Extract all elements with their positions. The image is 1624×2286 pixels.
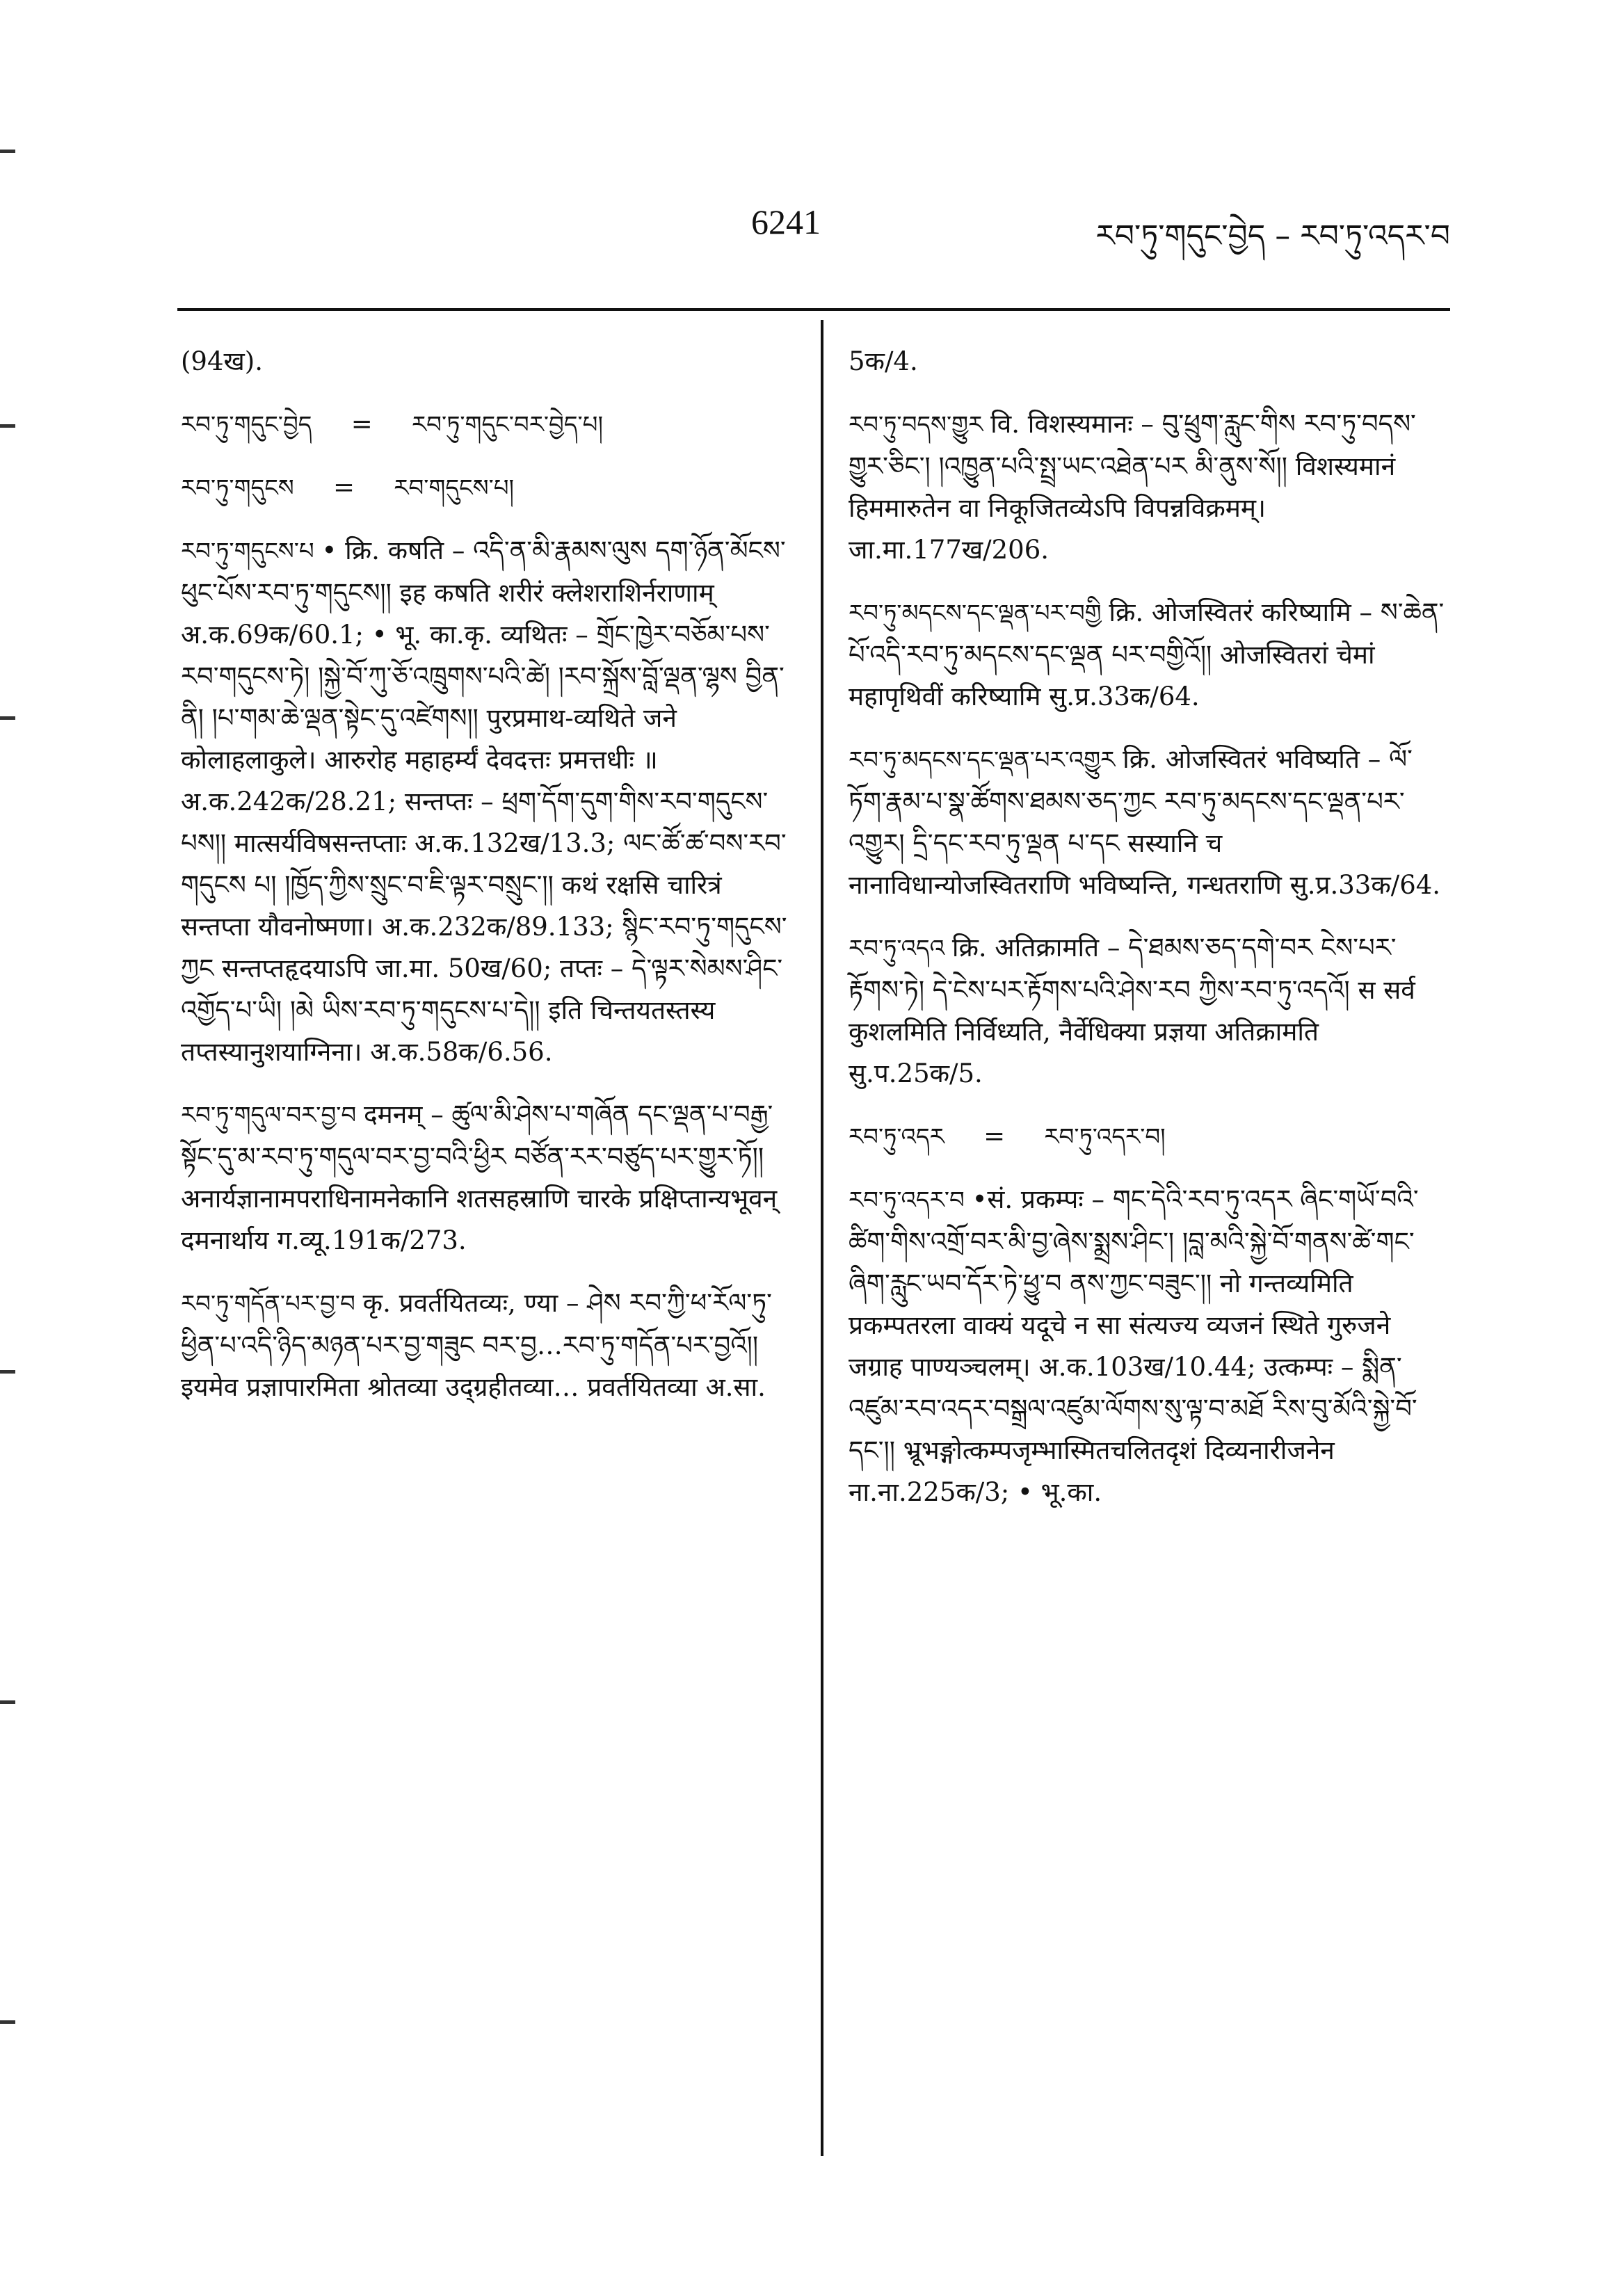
margin-mark — [0, 424, 15, 428]
entry-body: རབ་ཏུ་འདར་བ། — [1044, 1123, 1166, 1151]
entry-headword: རབ་ཏུ་གདུང་བྱེད — [181, 411, 312, 439]
dictionary-entry — [181, 467, 793, 509]
entry-headword: རབ་ཏུ་བདས་གྱུར — [849, 411, 991, 439]
entry-body: (94ख). — [181, 346, 263, 376]
dictionary-entry — [849, 1116, 1447, 1158]
entry-headword: རབ་ཏུ་མདངས་དང་ལྡན་པར་བགྱི — [849, 599, 1109, 627]
margin-mark — [0, 1700, 15, 1704]
dictionary-entry — [849, 739, 1447, 906]
dictionary-entry — [181, 1282, 793, 1408]
entry-headword: རབ་ཏུ་གདུལ་བར་བྱ་བ — [181, 1102, 364, 1129]
entry-body: दमनम् – ཚུལ་མི་ཤེས་པ་གཞོན དང་ལྡན་པ་བརྒྱ་སྟོང་དུ་མ་རབ་ཏུ་གདུལ་བར་བྱ་བའི་ཕྱིར བཙོན་རར་བཙུད་པར་གྱུར་ཏོ།། अनार्यज्ञानामपराधिनामनेकानि शतसहस्राणि चारके प्रक्षिप्तान्यभूवन् दमनार्थाय ग.व्यू.191क/273. — [181, 1100, 778, 1255]
left-column — [181, 341, 793, 1429]
entry-headword: རབ་ཏུ་འདའ — [849, 935, 952, 963]
dictionary-entry — [181, 403, 793, 446]
cross-reference-sign: = — [983, 1121, 1006, 1151]
entry-headword: རབ་ཏུ་འདར — [849, 1123, 944, 1151]
entry-headword: རབ་ཏུ་གདོན་པར་བྱ་བ — [181, 1290, 363, 1318]
header-rule — [177, 308, 1450, 311]
entry-body: 5क/4. — [849, 346, 918, 376]
cross-reference-sign: = — [333, 472, 355, 502]
entry-body: • क्रि. कषति – འདི་ན་མི་རྣམས་ལུས དག་ཉོན་མོངས་ཕུང་པོས་རབ་ཏུ་གདུངས།། इह कषति शरीरं क्लेशराशिर्नराणाम् अ.क.69क/60.1; • भू. का.कृ. व्यथितः – གྲོང་ཁྱེར་བཅོམ་པས་རབ་གདུངས་ཏེ། །སྐྱེ་བོ་ཀུ་ཅོ་འཁྲུགས་པའི་ཚེ། །རབ་སྐྲོས་བློ་ལྡན་ལྷས བྱིན་ནི། །པ་གམ་ཆེ་ལྡན་སྟེང་དུ་འཛེགས།། पुरप्रमाथ-व्यथिते जने कोलाहलाकुले। आरुरोह महाहर्म्यं देवदत्तः प्रमत्तधीः ॥ अ.क.242क/28.21; सन्तप्तः – ཕྲག་དོག་དུག་གིས་རབ་གདུངས་པས།། मात्सर्यविषसन्तप्ताः अ.क.132ख/13.3; ལང་ཚོ་ཚ་བས་རབ་གདུངས པ། །ཁྱོད་ཀྱིས་སྲུང་བ་ཇི་ལྟར་བསྲུང་།། कथं रक्षसि चारित्रं सन्तप्ता यौवनोष्मणा। अ.क.232क/89.133; སྙིང་རབ་ཏུ་གདུངས་ཀྱང सन्तप्तहृदयाऽपि जा.मा. 50ख/60; तप्तः – དེ་ལྟར་སེམས་ཤིང་འགྱོད་པ་ཡི། །མེ ཡིས་རབ་ཏུ་གདུངས་པ་དེ།། इति चिन्तयतस्तस्य तप्तस्यानुशयाग्निना। अ.क.58क/6.56. — [181, 536, 787, 1067]
entry-body: क्रि. अतिक्रामति – དེ་ཐམས་ཅད་དགེ་བར ངེས་པར་རྟོགས་ཏེ། དེ་ངེས་པར་རྟོགས་པའི་ཤེས་རབ ཀྱིས་རབ་ཏུ་འདའོ། स सर्व कुशलमिति निर्विध्यति, नैर्वेधिक्या प्रज्ञया अतिक्रामति सु.प.25क/5. — [849, 933, 1415, 1088]
dictionary-entry — [849, 927, 1447, 1095]
entry-body: རབ་གདུངས་པ། — [394, 474, 515, 502]
entry-headword: རབ་ཏུ་མདངས་དང་ལྡན་པར་འགྱུར — [849, 746, 1123, 774]
dictionary-entry — [181, 1094, 793, 1262]
dictionary-entry — [181, 530, 793, 1073]
dictionary-entry — [849, 1179, 1447, 1513]
entry-headword: རབ་ཏུ་གདུངས — [181, 474, 294, 502]
entry-body: वि. विशस्यमानः – བུ་ཕྲུག་རླུང་གིས རབ་ཏུ་བདས་གྱུར་ཅིང་། །འཁྱུན་པའི་སྤྲ་ཡང་འཐེན་པར མི་ནུས་སོ།། विशस्यमानं हिममारुतेन वा निकूजितव्येऽपि विपन्नविक्रमम्। जा.मा.177ख/206. — [849, 409, 1416, 565]
dictionary-entry — [849, 592, 1447, 718]
cross-reference-sign: = — [351, 409, 373, 439]
dictionary-entry — [849, 403, 1447, 571]
page-number: 6241 — [751, 202, 821, 241]
running-head: རབ་ཏུ་གདུང་བྱེད – རབ་ཏུ་འདར་བ — [1095, 218, 1450, 254]
entry-headword: རབ་ཏུ་གདུངས་པ — [181, 538, 322, 565]
dictionary-entry — [181, 341, 793, 383]
entry-body: རབ་ཏུ་གདུང་བར་བྱེད་པ། — [411, 411, 603, 439]
entry-body: कृ. प्रवर्तयितव्यः, ण्या – ཤེས རབ་ཀྱི་ཕ་རོལ་ཏུ་ཕྱིན་པ་འདི་ཉིད་མཉན་པར་བྱ་གཟུང བར་བྱ…རབ་ཏུ་གདོན་པར་བྱའོ།། इयमेव प्रज्ञापारमिता श्रोतव्या उद्ग्रहीतव्या… प्रवर्तयितव्या अ.सा. — [181, 1288, 772, 1402]
entry-headword: རབ་ཏུ་འདར་བ — [849, 1186, 972, 1214]
margin-mark — [0, 1370, 15, 1374]
entry-body: क्रि. ओजस्वितरं करिष्यामि – ས་ཆེན་པོ་འདི་རབ་ཏུ་མདངས་དང་ལྡན པར་བགྱིའོ།། ओजस्वितरां चेमां महापृथिवीं करिष्यामि सु.प्र.33क/64. — [849, 597, 1445, 711]
margin-mark — [0, 716, 15, 720]
dictionary-entry — [849, 341, 1447, 383]
column-divider — [821, 320, 823, 2156]
margin-mark — [0, 2020, 15, 2024]
right-column — [849, 341, 1447, 1534]
margin-mark — [0, 150, 15, 153]
entry-body: क्रि. ओजस्वितरं भविष्यति – ལོ་ཏོག་རྣམ་པ་སྣ་ཚོགས་ཐམས་ཅད་ཀྱང རབ་ཏུ་མདངས་དང་ལྡན་པར་འགྱུར། དྲི་དང་རབ་ཏུ་ལྡན པ་དང सस्यानि च नानाविधान्योजस्वितराणि भविष्यन्ति, गन्धतराणि सु.प्र.33क/64. — [849, 744, 1441, 900]
entry-body: •सं. प्रकम्पः – གང་དེའི་རབ་ཏུ་འདར ཞིང་གཡོ་བའི་ཚིག་གིས་འགྲོ་བར་མི་བྱ་ཞེས་སྨྲས་ཤིང་། །བླ་མའི་སྐྱེ་བོ་གནས་ཚེ་གང་ཞིག་རླུང་ཡབ་དོར་ཏེ་ཕྱུ་བ ནས་ཀྱང་བཟུང་།། नो गन्तव्यमिति प्रकम्पतरला वाक्यं यदूचे न सा संत्यज्य व्यजनं स्थिते गुरुजने जग्राह पाण्यञ्चलम्। अ.क.103ख/10.44; उत्कम्पः – སྨིན་འཛུམ་རབ་འདར་བསྒྲལ་འཛུམ་ལོགས་སུ་ལྟ་བ་མཐོ རིས་བུ་མོའི་སྐྱེ་བོ་དང་།། भ्रूभङ्गोत्कम्पजृम्भास्मितचलितदृशं दिव्यनारीजनेन ना.ना.225क/3; • भू.का. — [849, 1184, 1419, 1507]
